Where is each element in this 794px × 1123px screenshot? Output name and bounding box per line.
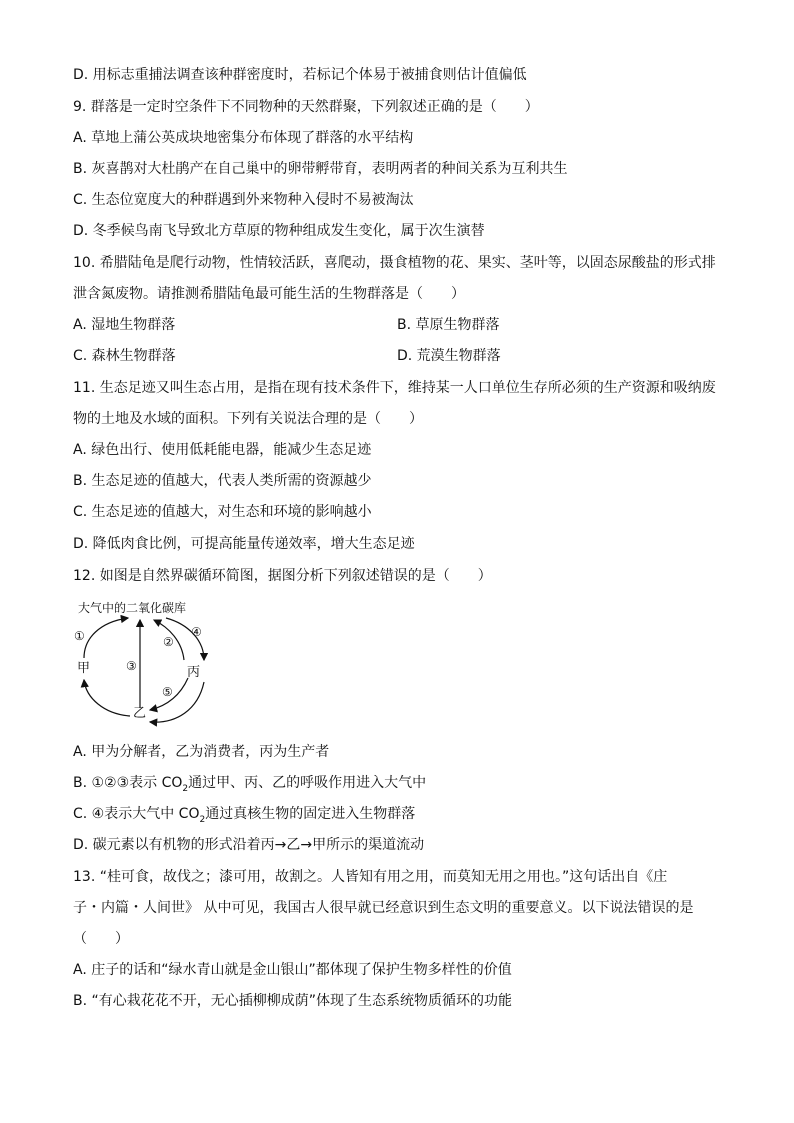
arrow-yi-to-jia — [84, 680, 130, 716]
q10-option-c: C. 森林生物群落 — [73, 348, 176, 364]
q13-stem-line3: （ ） — [73, 931, 129, 947]
q12-option-a: A. 甲为分解者，乙为消费者，丙为生产者 — [73, 744, 330, 760]
q9-option-a: A. 草地上蒲公英成块地密集分布体现了群落的水平结构 — [73, 130, 414, 146]
q12-option-d: D. 碳元素以有机物的形式沿着丙→乙→甲所示的渠道流动 — [73, 837, 425, 853]
label-n3: ③ — [126, 659, 137, 673]
q12-option-c-subscript: 2 — [199, 814, 206, 825]
q8-option-d: D. 用标志重捕法调查该种群密度时，若标记个体易于被捕食则估计值偏低 — [73, 67, 527, 83]
label-bing: 丙 — [187, 665, 201, 680]
q11-option-d: D. 降低肉食比例，可提高能量传递效率，增大生态足迹 — [73, 536, 415, 552]
q9-stem: 9. 群落是一定时空条件下不同物种的天然群聚，下列叙述正确的是（ ） — [73, 99, 539, 115]
q9-option-d: D. 冬季候鸟南飞导致北方草原的物种组成发生变化，属于次生演替 — [73, 223, 485, 239]
label-jia: 甲 — [77, 661, 91, 676]
q10-option-d: D. 荒漠生物群落 — [397, 348, 501, 364]
q13-stem-line1: 13. “桂可食，故伐之；漆可用，故割之。人皆知有用之用，而莫知无用之用也。”这句话出自《庄 — [73, 869, 668, 885]
q9-option-c: C. 生态位宽度大的种群遇到外来物种入侵时不易被淘汰 — [73, 192, 414, 208]
q12-option-c-post: 通过真核生物的固定进入生物群落 — [205, 806, 416, 822]
q11-option-a: A. 绿色出行、使用低耗能电器，能减少生态足迹 — [73, 442, 372, 458]
q11-option-c: C. 生态足迹的值越大，对生态和环境的影响越小 — [73, 504, 372, 520]
arrow-1 — [84, 618, 128, 658]
q12-stem: 12. 如图是自然界碳循环简图，据图分析下列叙述错误的是（ ） — [73, 568, 492, 584]
q9-option-b: B. 灰喜鹊对大杜鹃产在自己巢中的卵带孵带育，表明两者的种间关系为互利共生 — [73, 161, 568, 177]
carbon-cycle-diagram — [70, 598, 220, 730]
q10-stem-line1: 10. 希腊陆龟是爬行动物，性情较活跃，喜爬动，摄食植物的花、果实、茎叶等，以固态尿酸盐的形式排 — [73, 255, 716, 271]
q12-option-c-pre: C. ④表示大气中 CO — [73, 806, 200, 822]
diagram-title-co2-pool: 大气中的二氧化碳库 — [78, 601, 187, 615]
q12-option-b-subscript: 2 — [182, 783, 189, 794]
label-n1: ① — [74, 629, 85, 643]
label-n5: ⑤ — [162, 685, 173, 699]
q13-option-b: B. “有心栽花花不开，无心插柳柳成荫”体现了生态系统物质循环的功能 — [73, 993, 513, 1009]
q10-option-b: B. 草原生物群落 — [397, 317, 500, 333]
q12-option-b — [73, 773, 426, 793]
label-n2: ② — [163, 635, 174, 649]
q13-option-a: A. 庄子的话和“绿水青山就是金山银山”都体现了保护生物多样性的价值 — [73, 962, 512, 978]
label-n4: ④ — [191, 625, 202, 639]
q12-option-b-post: 通过甲、丙、乙的呼吸作用进入大气中 — [188, 775, 427, 791]
arrow-bing-to-yi-outer — [150, 682, 204, 722]
q10-option-a: A. 湿地生物群落 — [73, 317, 176, 333]
q11-stem-line2: 物的土地及水域的面积。下列有关说法合理的是（ ） — [73, 411, 423, 427]
label-yi: 乙 — [133, 706, 147, 721]
q12-option-b-pre: B. ①②③表示 CO — [73, 775, 183, 791]
q13-stem-line2: 子・内篇・人间世》 从中可见，我国古人很早就已经意识到生态文明的重要意义。以下说法错误的是 — [73, 900, 694, 916]
q10-stem-line2: 泄含氮废物。请推测希腊陆龟最可能生活的生物群落是（ ） — [73, 286, 465, 302]
q11-option-b: B. 生态足迹的值越大，代表人类所需的资源越少 — [73, 473, 372, 489]
q11-stem-line1: 11. 生态足迹又叫生态占用，是指在现有技术条件下，维持某一人口单位生存所必须的生产资源和吸纳废 — [73, 380, 716, 396]
q12-option-c — [73, 804, 415, 824]
